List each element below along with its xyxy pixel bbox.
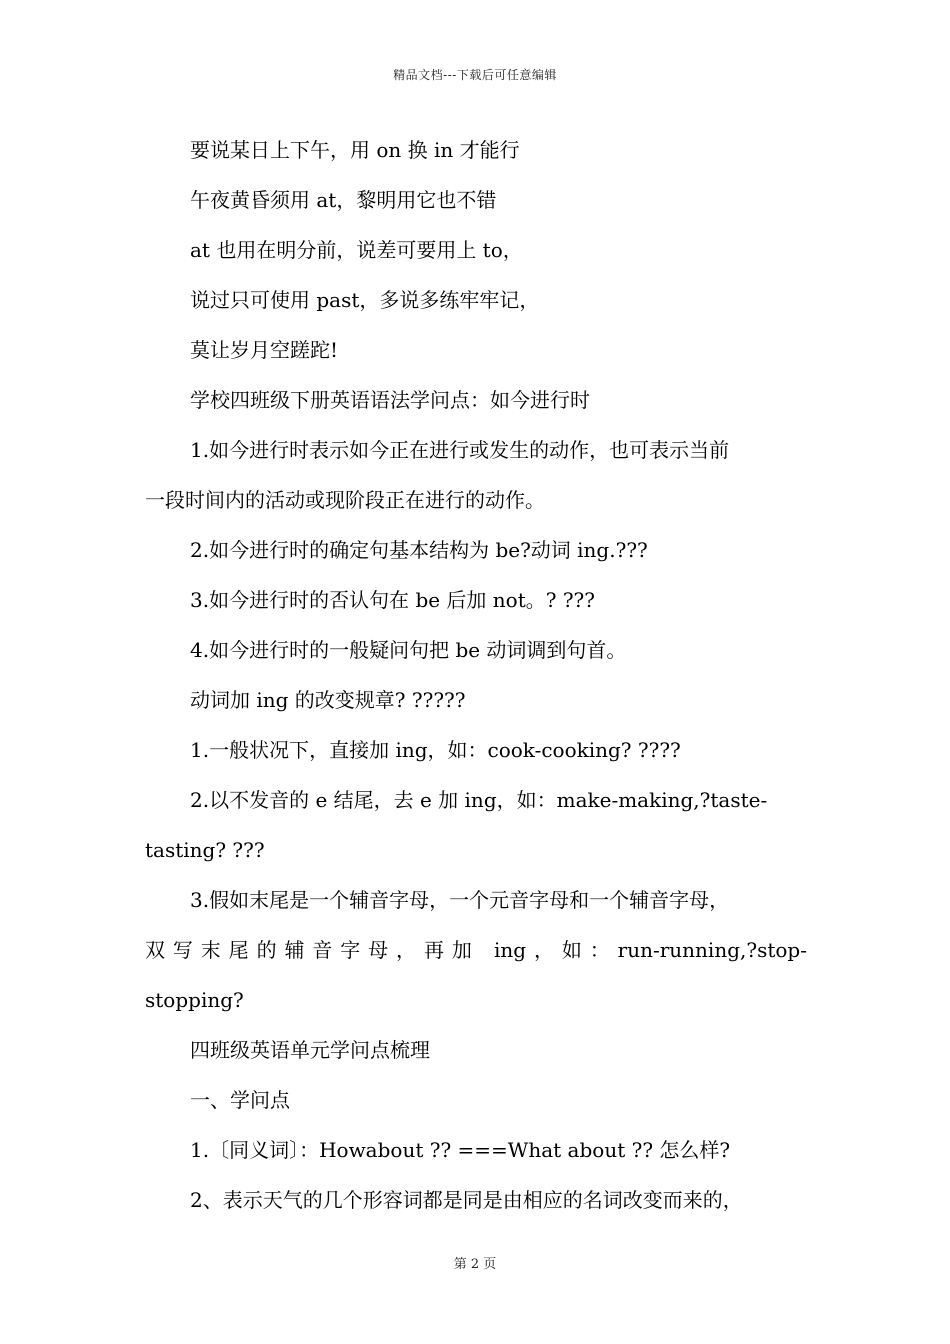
text-line-18: stopping? — [145, 988, 244, 1012]
text-line-11: 4.如今进行时的一般疑问句把 be 动词调到句首。 — [190, 638, 627, 662]
section-heading-knowledge-points: 一、学问点 — [190, 1088, 290, 1112]
section-heading-present-continuous: 学校四班级下册英语语法学问点：如今进行时 — [190, 388, 590, 412]
text-line-17: 双写末尾的辅音字母，再加 ing，如：run-running,?stop- — [145, 938, 807, 962]
text-line-9: 2.如今进行时的确定句基本结构为 be?动词 ing.??? — [190, 538, 648, 562]
text-line-3: at 也用在明分前，说差可要用上 to， — [190, 238, 523, 262]
text-line-22: 2、表示天气的几个形容词都是同是由相应的名词改变而来的， — [190, 1188, 743, 1212]
text-line-14: 2.以不发音的 e 结尾，去 e 加 ing，如：make-making,?taste- — [190, 788, 768, 812]
text-line-12: 动词加 ing 的改变规章? ????? — [190, 688, 466, 712]
page-header: 精品文档---下载后可任意编辑 — [393, 68, 557, 82]
text-line-21: 1.〔同义词〕：Howabout ?? ===What about ?? 怎么样? — [190, 1138, 731, 1162]
text-line-2: 午夜黄昏须用 at，黎明用它也不错 — [190, 188, 497, 212]
text-line-13: 1.一般状况下，直接加 ing，如：cook-cooking? ???? — [190, 738, 681, 762]
text-line-15: tasting? ??? — [145, 838, 265, 862]
page-number: 第 2 页 — [453, 1257, 497, 1272]
text-line-7: 1.如今进行时表示如今正在进行或发生的动作，也可表示当前 — [190, 438, 730, 462]
text-line-16: 3.假如末尾是一个辅音字母，一个元音字母和一个辅音字母， — [190, 888, 730, 912]
text-line-5: 莫让岁月空蹉跎! — [190, 338, 339, 362]
text-line-1: 要说某日上下午，用 on 换 in 才能行 — [190, 138, 520, 162]
section-heading-unit-review: 四班级英语单元学问点梳理 — [190, 1038, 430, 1062]
text-line-8: 一段时间内的活动或现阶段正在进行的动作。 — [145, 488, 545, 512]
text-line-10: 3.如今进行时的否认句在 be 后加 not。? ??? — [190, 588, 595, 612]
text-line-4: 说过只可使用 past，多说多练牢牢记， — [190, 288, 540, 312]
